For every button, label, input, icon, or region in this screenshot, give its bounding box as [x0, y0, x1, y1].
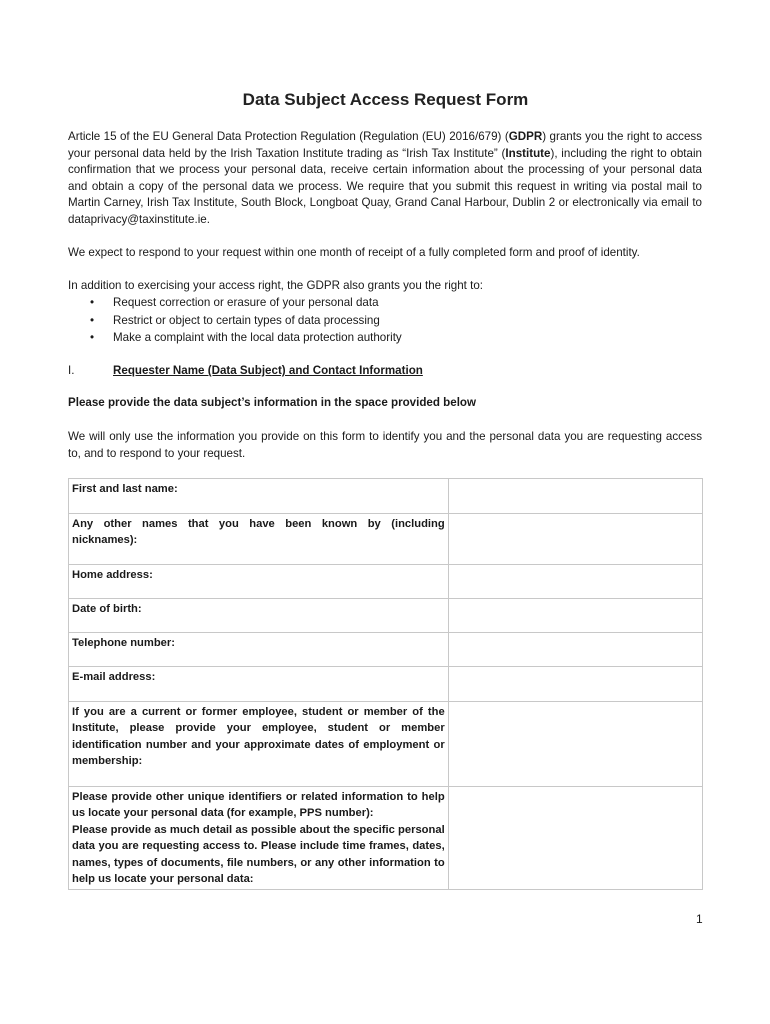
identifiers-field[interactable] [448, 787, 702, 890]
identifiers-text-1: Please provide other unique identifiers or related information to help us locate your personal data (for example, PPS number): [72, 791, 445, 820]
list-item: • Request correction or erasure of your personal data [68, 294, 702, 312]
member-id-label: If you are a current or former employee, student or member of the Institute, please provide your employee, student or member identification number and your approximate dates of employment or membership: [69, 702, 449, 787]
rights-intro: In addition to exercising your access right, the GDPR also grants you the right to: [68, 279, 484, 292]
table-row [69, 514, 703, 565]
phone-label: Telephone number: [69, 633, 449, 667]
table-row [69, 667, 703, 702]
intro-text-1: Article 15 of the EU General Data Protection Regulation (Regulation (EU) 2016/679) ( [68, 130, 509, 143]
name-field[interactable] [448, 479, 702, 514]
bullet-icon: • [90, 331, 95, 344]
bullet-icon: • [90, 296, 95, 309]
section-heading [68, 363, 702, 379]
response-time-paragraph: We expect to respond to your request within one month of receipt of a fully completed form and proof of identity. [68, 246, 640, 259]
dob-field[interactable] [448, 599, 702, 633]
intro-paragraph [68, 129, 702, 228]
email-label: E-mail address: [69, 667, 449, 702]
table-row [69, 565, 703, 599]
address-label: Home address: [69, 565, 449, 599]
list-item: • Restrict or object to certain types of data processing [68, 312, 702, 330]
dob-label: Date of birth: [69, 599, 449, 633]
table-row [69, 787, 703, 890]
section-number: I. [68, 364, 75, 377]
form-title: Data Subject Access Request Form [242, 90, 529, 109]
intro-text-2: ) grants you the right to access your personal data held by the Irish Taxation Institute trading as “Irish Tax Institute” ( [68, 130, 702, 160]
member-id-field[interactable] [448, 702, 702, 787]
other-names-field[interactable] [448, 514, 702, 565]
requester-info-table [68, 478, 703, 890]
gdpr-term: GDPR [508, 130, 543, 143]
table-row [69, 702, 703, 787]
list-item: • Make a complaint with the local data protection authority [68, 329, 702, 347]
page-number: 1 [696, 912, 703, 926]
address-field[interactable] [448, 565, 702, 599]
table-row [69, 599, 703, 633]
identifiers-label [69, 787, 449, 890]
name-label: First and last name: [69, 479, 449, 514]
rights-list [68, 294, 702, 347]
section-title: Requester Name (Data Subject) and Contact Information [113, 364, 423, 377]
table-row [69, 633, 703, 667]
intro-text-3: ), including the right to obtain confirmation that we process your personal data, receive certain information about the processing of your personal data and obtain a copy of the personal data we process. We require that you submit this request in writing via postal mail to Martin Carney, Irish Tax Institute, South Block, Longboat Quay, Grand Canal Harbour, Dublin 2 or electronically via email to dataprivacy@taxinstitute.ie. [68, 146, 702, 226]
other-names-label: Any other names that you have been known by (including nicknames): [69, 514, 449, 565]
phone-field[interactable] [448, 633, 702, 667]
instruction-text: Please provide the data subject’s information in the space provided below [68, 396, 477, 409]
usage-paragraph: We will only use the information you provide on this form to identify you and the personal data you are requesting access to, and to respond to your request. [68, 430, 702, 460]
table-row [69, 479, 703, 514]
bullet-icon: • [90, 313, 95, 327]
email-field[interactable] [448, 667, 702, 702]
institute-term: Institute [505, 146, 551, 160]
identifiers-text-2: Please provide as much detail as possible about the specific personal data you are requesting access to. Please include time frames, dates, names, types of documents, file numbers, or any other information to help us locate your personal data: [72, 823, 445, 886]
